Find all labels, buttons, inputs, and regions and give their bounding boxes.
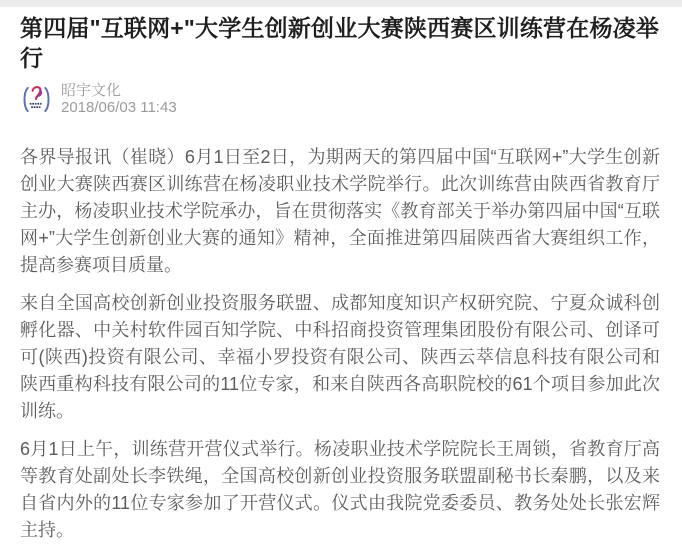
top-divider: [0, 0, 682, 7]
publisher-meta: [61, 82, 177, 116]
article-paragraph-1: 各界导报讯（崔晓）6月1日至2日，为期两天的第四届中国“互联网+”大学生创新创业大赛陕西赛区训练营在杨凌职业技术学院举行。此次训练营由陕西省教育厅主办，杨凌职业技术学院承办，旨在贯彻落实《教育部关于举办第四届中国“互联网+”大学生创新创业大赛的通知》精神，全面推进第四届陕西省大赛组织工作，提高参赛项目质量。: [20, 147, 660, 275]
article-paragraph-2: 来自全国高校创新创业投资服务联盟、成都知度知识产权研究院、宁夏众诚科创孵化器、中关村软件园百知学院、中科招商投资管理集团股份有限公司、创译可可(陕西)投资有限公司、幸福小罗投资有限公司、陕西云萃信息科技有限公司和陕西重构科技有限公司的11位专家，和来自陕西各高职院校的61个项目参加此次训练。: [20, 293, 660, 421]
article-title: 第四届"互联网+"大学生创新创业大赛陕西赛区训练营在杨凌举行: [20, 15, 660, 71]
article-page: [0, 13, 682, 544]
publisher-name[interactable]: 昭宇文化: [61, 82, 122, 99]
publisher-logo-icon[interactable]: [20, 83, 53, 116]
publisher-info: [20, 82, 660, 116]
article-body: [20, 144, 660, 544]
publish-timestamp: 2018/06/03 11:43: [61, 99, 177, 116]
article-paragraph-3: 6月1日上午，训练营开营仪式举行。杨凌职业技术学院院长王周锁，省教育厅高等教育处副处长李铁绳，全国高校创新创业投资服务联盟副秘书长秦鹏，以及来自省内外的11位专家参加了开营仪式。仪式由我院党委委员、教务处处长张宏辉主持。: [20, 439, 660, 540]
